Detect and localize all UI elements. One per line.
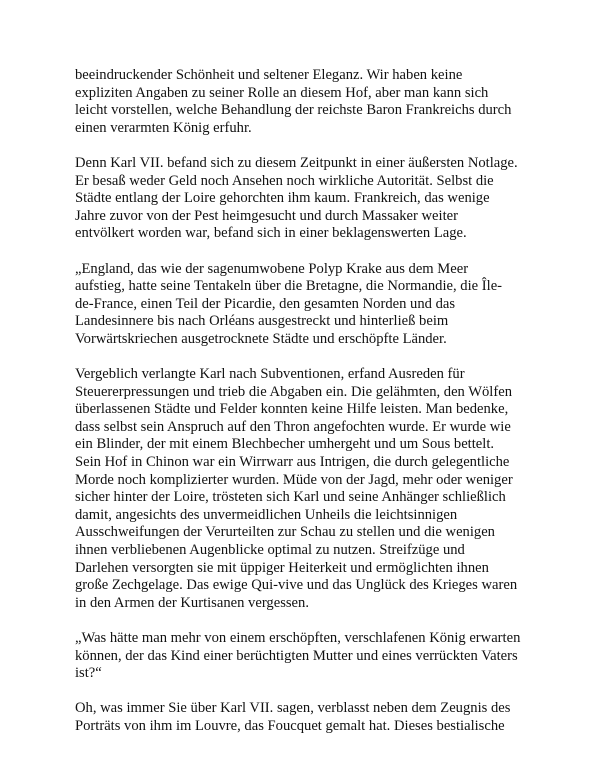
- text-line: leicht vorstellen, welche Behandlung der reichste Baron Frankreichs durch: [75, 102, 512, 119]
- text-line: Oh, was immer Sie über Karl VII. sagen, verblasst neben dem Zeugnis des: [75, 700, 511, 717]
- text-line: Ausschweifungen der Verurteilten zur Schau zu stellen und die wenigen: [75, 524, 495, 541]
- paragraph-4: [75, 366, 535, 612]
- text-line: Vorwärtskriechen ausgetrocknete Städte und erschöpfte Länder.: [75, 330, 447, 347]
- text-line: dass selbst sein Anspruch auf den Thron angefochten wurde. Er wurde wie: [75, 418, 511, 435]
- text-line: Landesinnere bis nach Orléans ausgestreckt und hinterließ beim: [75, 313, 449, 330]
- text-line: beeindruckender Schönheit und seltener Eleganz. Wir haben keine: [75, 67, 463, 83]
- text-line: große Zechgelage. Das ewige Qui-vive und das Unglück des Krieges waren: [75, 577, 518, 594]
- text-line: Vergeblich verlangte Karl nach Subventionen, erfand Ausreden für: [75, 366, 465, 383]
- paragraph-2: [75, 155, 535, 243]
- paragraph-1: [75, 67, 535, 137]
- text-line: ihnen verbliebenen Augenblicke optimal zu nutzen. Streifzüge und: [75, 542, 465, 559]
- text-line: „England, das wie der sagenumwobene Polyp Krake aus dem Meer: [75, 260, 469, 277]
- text-line: Darlehen versorgten sie mit üppiger Heiterkeit und ermöglichten ihnen: [75, 559, 489, 576]
- text-line: „Was hätte man mehr von einem erschöpften, verschlafenen König erwarten: [75, 630, 521, 646]
- text-line: de-France, einen Teil der Picardie, den gesamten Norden und das: [75, 295, 456, 312]
- text-line: ein Blinder, der mit einem Blechbecher umhergeht und um Sous bettelt.: [75, 436, 495, 453]
- text-line: Sein Hof in Chinon war ein Wirrwarr aus Intrigen, die durch gelegentliche: [75, 454, 510, 471]
- text-line: Denn Karl VII. befand sich zu diesem Zeitpunkt in einer äußersten Notlage.: [75, 154, 518, 171]
- document-page: [75, 67, 535, 753]
- text-line: in den Armen der Kurtisanen vergessen.: [75, 594, 309, 611]
- text-line: ist?“: [75, 665, 102, 682]
- text-line: sicher hinter der Loire, trösteten sich Karl und seine Anhänger schließlich: [75, 489, 506, 506]
- text-line: Porträts von ihm im Louvre, das Foucquet gemalt hat. Dieses bestialische: [75, 717, 505, 734]
- text-line: einen verarmten König erfuhr.: [75, 119, 252, 136]
- paragraph-5: [75, 630, 535, 683]
- text-line: Steuererpressungen und trieb die Abgaben ein. Die gelähmten, den Wölfen: [75, 383, 512, 400]
- text-line: Morde noch komplizierter wurden. Müde von der Jagd, mehr oder weniger: [75, 471, 513, 488]
- paragraph-3: [75, 261, 535, 349]
- text-line: überlassenen Städte und Felder konnten keine Hilfe leisten. Man bedenke,: [75, 401, 509, 418]
- text-line: expliziten Angaben zu seiner Rolle an diesem Hof, aber man kann sich: [75, 84, 489, 101]
- text-line: aufstieg, hatte seine Tentakeln über die Bretagne, die Normandie, die Île-: [75, 278, 503, 295]
- text-line: damit, angesichts des unvermeidlichen Unheils die leichtsinnigen: [75, 506, 458, 523]
- text-line: Er besaß weder Geld noch Ansehen noch wirkliche Autorität. Selbst die: [75, 172, 494, 189]
- text-line: Jahre zuvor von der Pest heimgesucht und durch Massaker weiter: [75, 207, 458, 224]
- text-line: Städte entlang der Loire gehorchten ihm kaum. Frankreich, das wenige: [75, 190, 490, 207]
- paragraph-6: [75, 700, 535, 735]
- text-line: können, der das Kind einer berüchtigten Mutter und eines verrückten Vaters: [75, 647, 518, 664]
- text-line: entvölkert worden war, befand sich in einer beklagenswerten Lage.: [75, 225, 467, 242]
